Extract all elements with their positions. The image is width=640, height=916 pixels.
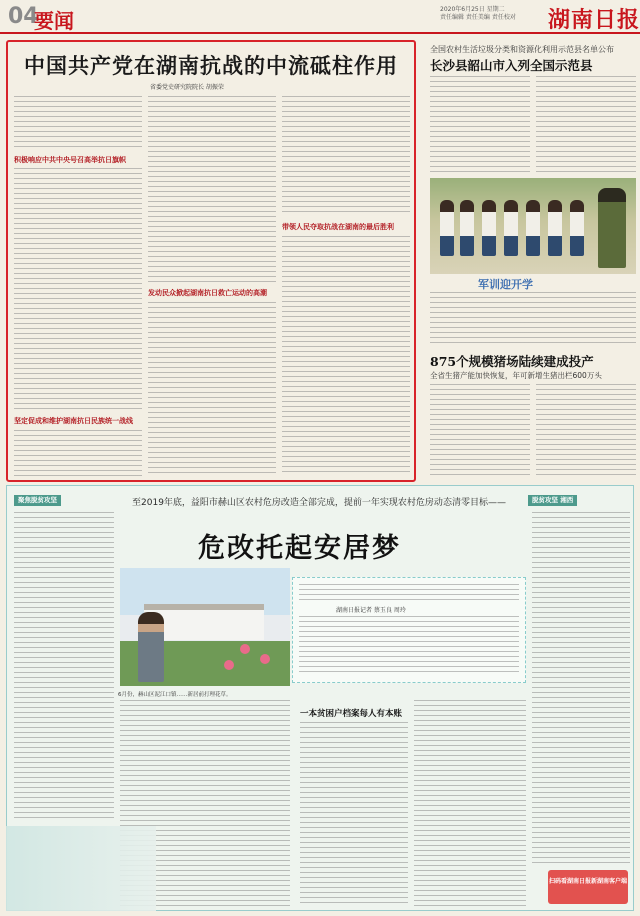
right-article-title[interactable]: 长沙县韶山市入列全国示范县	[430, 58, 593, 73]
photo-caption: 军训迎开学	[478, 278, 533, 291]
feature-title[interactable]: 危改托起安居梦	[198, 533, 401, 564]
lead-column-2-text	[148, 96, 276, 284]
city-skyline-illustration	[6, 826, 156, 911]
masthead	[0, 0, 640, 34]
app-promo-badge[interactable]: 扫码看湖南日报新湖南客户端	[548, 870, 628, 904]
feature-column-3-text	[300, 722, 408, 906]
pig-farm-article-deck: 全省生猪产能加快恢复，年可新增生猪出栏600万头	[430, 371, 602, 380]
feature-summary-box	[292, 577, 526, 683]
feature-column-4-text	[414, 700, 526, 906]
lead-column-1-text	[14, 430, 142, 476]
photo-caption-text	[430, 292, 636, 344]
lead-column-1-text	[14, 96, 142, 150]
right-article-kicker: 全国农村生活垃圾分类和资源化利用示范县名单公布	[430, 45, 614, 54]
right-article-text	[536, 76, 636, 174]
feature-left-column-text	[14, 512, 114, 820]
ribbon-left: 聚焦脱贫攻坚	[14, 495, 61, 506]
lead-subhead-3: 发动民众掀起湖南抗日救亡运动的高潮	[148, 289, 267, 297]
masthead-date: 2020年6月25日 星期二	[440, 6, 505, 13]
military-training-photo[interactable]	[430, 178, 636, 274]
lead-article-title[interactable]: 中国共产党在湖南抗战的中流砥柱作用	[24, 53, 398, 78]
masthead-editors: 责任编辑 责任美编 责任校对	[440, 14, 516, 21]
pig-farm-article-text	[430, 384, 530, 478]
pig-farm-article-text	[536, 384, 636, 478]
renovated-house-photo[interactable]	[120, 568, 290, 686]
masthead-meta	[440, 6, 516, 22]
summary-box-text	[299, 616, 519, 676]
lead-subhead-1: 积极响应中共中央号召高举抗日旗帜	[14, 156, 126, 164]
section-title: 要闻	[34, 9, 74, 33]
feature-right-column-text	[532, 512, 630, 864]
feature-deck: 至2019年底，益阳市赫山区农村危房改造全部完成，提前一年实现农村危房动态清零目标——	[132, 498, 506, 508]
lead-column-1-text	[14, 168, 142, 412]
newspaper-logo: 湖南日报	[548, 7, 640, 33]
lead-column-3-text	[282, 96, 410, 216]
summary-box-text	[299, 584, 519, 602]
feature-photo-caption: 6月份，赫山区泥江口镇……新居前打理花草。	[118, 692, 232, 698]
lead-column-2-text	[148, 302, 276, 476]
lead-column-3-text	[282, 236, 410, 476]
section-number: 04	[8, 4, 39, 29]
right-article-text	[430, 76, 530, 174]
lead-subhead-2: 坚定促成和维护湖南抗日民族统一战线	[14, 417, 133, 425]
ribbon-right: 脱贫攻坚 湘西	[528, 495, 577, 506]
feature-byline: 湖南日报记者 蔡玉良 周玲	[336, 607, 406, 614]
feature-mid-subhead: 一本贫困户档案每人有本账	[300, 709, 403, 719]
lead-subhead-4: 带领人民夺取抗战在湖南的最后胜利	[282, 223, 394, 231]
pig-farm-article-title[interactable]: 875个规模猪场陆续建成投产	[430, 354, 594, 369]
lead-article-byline: 省委党史研究院院长 胡振荣	[150, 84, 224, 91]
